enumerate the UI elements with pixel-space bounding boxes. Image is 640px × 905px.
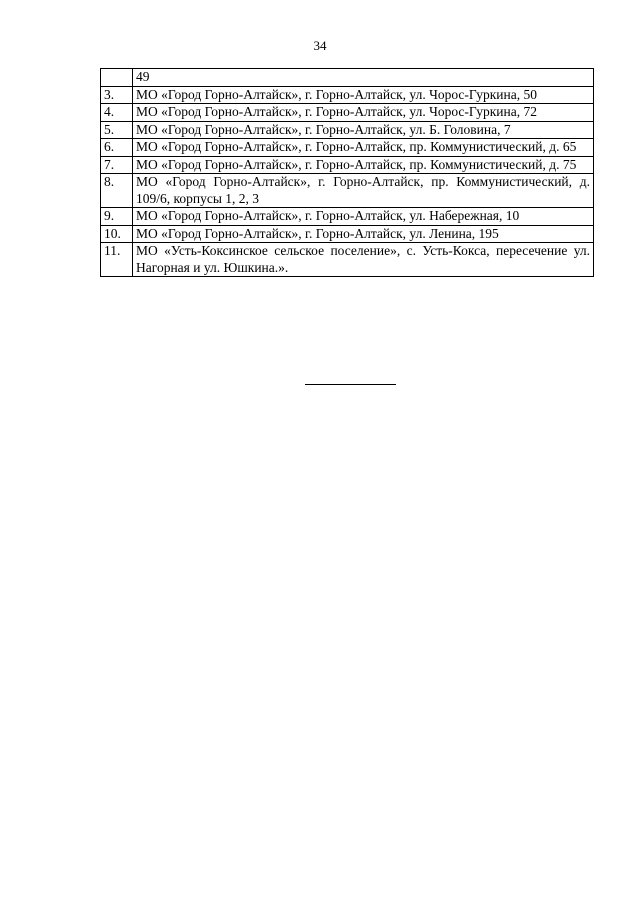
- row-number-cell: 10.: [101, 225, 133, 243]
- table-row: [101, 69, 594, 87]
- address-cell: МО «Город Горно-Алтайск», г. Горно-Алтайск, пр. Коммунистический, д. 75: [133, 156, 594, 174]
- row-number-cell: 6.: [101, 139, 133, 157]
- address-cell: МО «Город Горно-Алтайск», г. Горно-Алтайск, ул. Чорос-Гуркина, 72: [133, 104, 594, 122]
- table-row: [101, 156, 594, 174]
- row-number-cell: 5.: [101, 121, 133, 139]
- row-number-cell: 9.: [101, 208, 133, 226]
- address-cell: 49: [133, 69, 594, 87]
- table-row: [101, 225, 594, 243]
- address-cell: МО «Город Горно-Алтайск», г. Горно-Алтайск, пр. Коммунистический, д. 109/6, корпусы 1, 2, 3: [133, 174, 594, 208]
- row-number-cell: [101, 69, 133, 87]
- address-cell: МО «Город Горно-Алтайск», г. Горно-Алтайск, пр. Коммунистический, д. 65: [133, 139, 594, 157]
- table-row: [101, 243, 594, 277]
- address-cell: МО «Город Горно-Алтайск», г. Горно-Алтайск, ул. Чорос-Гуркина, 50: [133, 86, 594, 104]
- row-number-cell: 11.: [101, 243, 133, 277]
- row-number-cell: 4.: [101, 104, 133, 122]
- table-row: [101, 174, 594, 208]
- row-number-cell: 8.: [101, 174, 133, 208]
- address-cell: МО «Город Горно-Алтайск», г. Горно-Алтайск, ул. Набережная, 10: [133, 208, 594, 226]
- page-number: 34: [313, 38, 327, 53]
- table-row: [101, 86, 594, 104]
- row-number-cell: 7.: [101, 156, 133, 174]
- address-cell: МО «Усть-Коксинское сельское поселение», с. Усть-Кокса, пересечение ул. Нагорная и ул. Юшкина.».: [133, 243, 594, 277]
- address-table: [100, 68, 594, 277]
- end-of-document-line: [305, 384, 396, 385]
- address-cell: МО «Город Горно-Алтайск», г. Горно-Алтайск, ул. Б. Головина, 7: [133, 121, 594, 139]
- table-row: [101, 121, 594, 139]
- table-row: [101, 104, 594, 122]
- table-row: [101, 139, 594, 157]
- address-cell: МО «Город Горно-Алтайск», г. Горно-Алтайск, ул. Ленина, 195: [133, 225, 594, 243]
- table-row: [101, 208, 594, 226]
- row-number-cell: 3.: [101, 86, 133, 104]
